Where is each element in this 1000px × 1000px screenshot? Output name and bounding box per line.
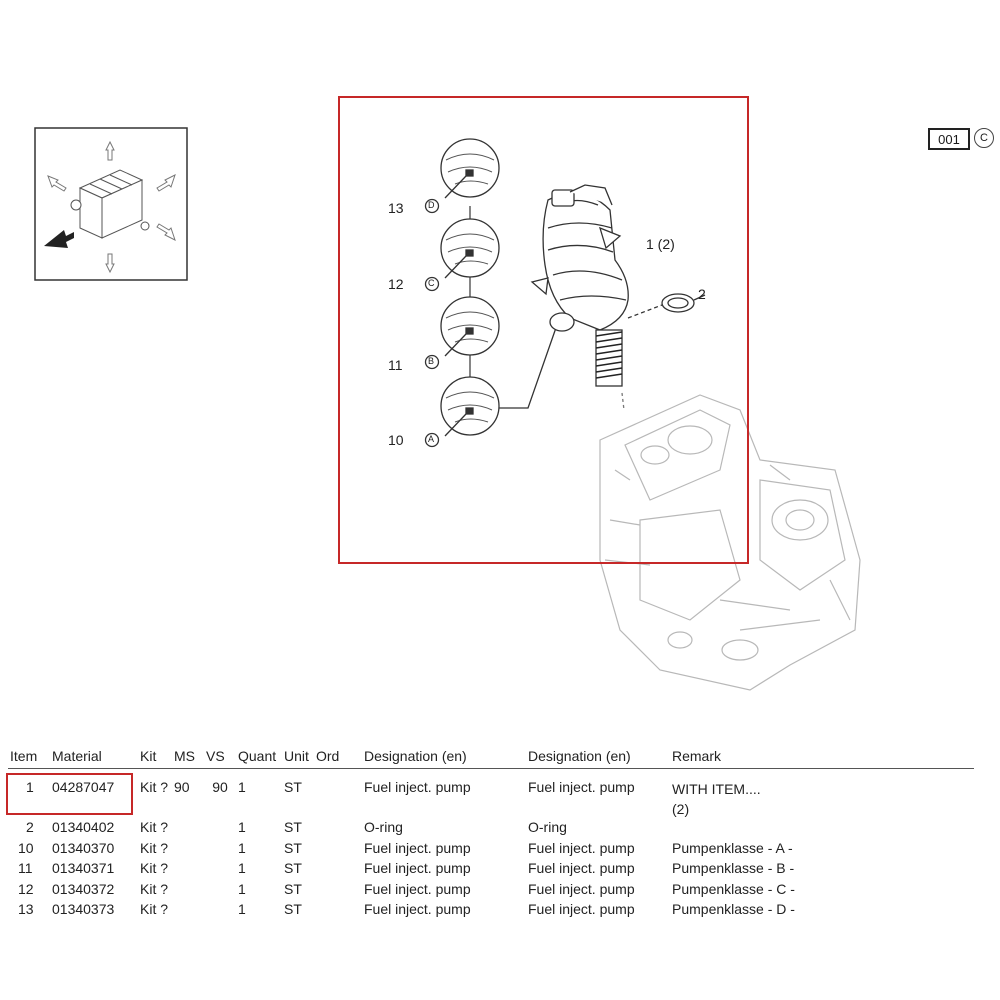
- table-header-row: [8, 744, 974, 769]
- orientation-thumbnail: [35, 128, 187, 280]
- cell-designation2: Fuel inject. pump: [528, 779, 635, 795]
- table-row[interactable]: [8, 840, 974, 861]
- cell-item: 1: [26, 779, 34, 795]
- cell-remark: Pumpenklasse - A -: [672, 839, 793, 856]
- cell-vs: [204, 819, 236, 840]
- cell-vs: 90: [212, 779, 228, 795]
- class-letter-d: D: [428, 200, 435, 210]
- cell-designation2: Fuel inject. pump: [528, 901, 635, 917]
- cell-ms: [172, 819, 204, 840]
- col-kit-header: Kit: [138, 744, 172, 769]
- cell-remark: [670, 819, 974, 840]
- cell-vs: [204, 860, 236, 881]
- col-item-header: Item: [8, 744, 50, 769]
- callout-1: 1 (2): [646, 236, 675, 252]
- col-designation2-header: Designation (en): [526, 744, 670, 769]
- cell-quant: 1: [238, 880, 246, 897]
- cell-material[interactable]: 01340372: [52, 880, 115, 897]
- cell-kit: Kit ?: [140, 880, 169, 897]
- cell-designation2: O-ring: [528, 819, 567, 835]
- class-letter-c: C: [428, 278, 435, 288]
- cell-ord: [314, 840, 362, 861]
- cell-vs: [204, 840, 236, 861]
- cell-vs: [204, 881, 236, 902]
- cell-unit: ST: [284, 860, 302, 876]
- cell-ord: [314, 860, 362, 881]
- engine-block-sketch: [600, 395, 860, 690]
- cell-remark: Pumpenklasse - B -: [672, 860, 795, 876]
- cell-designation1: Fuel inject. pump: [364, 901, 471, 917]
- class-letter-b: B: [428, 356, 435, 366]
- cell-ord: [314, 769, 362, 820]
- cell-material[interactable]: 01340371: [52, 860, 115, 876]
- parts-table: [8, 744, 974, 922]
- cell-quant: 1: [238, 779, 246, 795]
- table-row[interactable]: [8, 881, 974, 902]
- cell-designation2: Fuel inject. pump: [528, 839, 635, 856]
- cell-material[interactable]: 01340373: [52, 901, 115, 917]
- cell-ord: [314, 819, 362, 840]
- cell-ord: [314, 901, 362, 922]
- table-row[interactable]: [8, 819, 974, 840]
- cell-kit: Kit ?: [140, 779, 169, 795]
- col-quant-header: Quant: [236, 744, 282, 769]
- callout-10: 10: [388, 432, 404, 448]
- injection-pump-drawing: [532, 185, 705, 410]
- cell-quant: 1: [238, 901, 246, 917]
- cell-unit: ST: [284, 901, 302, 917]
- cell-ms: [172, 860, 204, 881]
- cell-quant: 1: [238, 839, 246, 856]
- col-ord-header: Ord: [314, 744, 362, 769]
- cell-designation1: Fuel inject. pump: [364, 880, 471, 897]
- remark-line-2: (2): [672, 801, 690, 817]
- cell-ord: [314, 881, 362, 902]
- table-row[interactable]: [8, 901, 974, 922]
- selection-highlight-frame: [339, 97, 748, 563]
- cell-designation1: O-ring: [364, 819, 403, 835]
- cell-unit: ST: [284, 779, 302, 795]
- callout-13: 13: [388, 200, 404, 216]
- col-ms-header: MS: [172, 744, 204, 769]
- cell-designation2: Fuel inject. pump: [528, 860, 635, 876]
- cell-material[interactable]: 01340370: [52, 839, 115, 856]
- cell-remark: Pumpenklasse - C -: [672, 880, 795, 897]
- cell-item: 11: [18, 860, 33, 876]
- col-vs-header: VS: [204, 744, 236, 769]
- col-material-header: Material: [50, 744, 138, 769]
- cell-ms: [172, 840, 204, 861]
- cell-item: 13: [18, 901, 34, 917]
- cell-designation1: Fuel inject. pump: [364, 779, 471, 795]
- cell-material[interactable]: 04287047: [52, 779, 115, 795]
- callout-12: 12: [388, 276, 404, 292]
- cell-designation1: Fuel inject. pump: [364, 839, 471, 856]
- col-designation1-header: Designation (en): [362, 744, 526, 769]
- remark-line-1: WITH ITEM....: [672, 781, 761, 797]
- cell-unit: ST: [284, 839, 302, 856]
- cell-remark: [670, 769, 974, 820]
- callout-11: 11: [388, 357, 403, 373]
- cell-remark: Pumpenklasse - D -: [672, 901, 795, 917]
- pump-class-circles: [426, 139, 559, 447]
- cell-quant: 1: [238, 860, 246, 876]
- cell-item: 10: [18, 839, 34, 856]
- cell-designation1: Fuel inject. pump: [364, 860, 471, 876]
- cell-kit: Kit ?: [140, 839, 169, 856]
- copyright-icon: C: [974, 128, 994, 148]
- cell-quant: 1: [238, 819, 246, 835]
- col-remark-header: Remark: [670, 744, 974, 769]
- col-unit-header: Unit: [282, 744, 314, 769]
- cell-ms: [172, 881, 204, 902]
- cell-ms: 90: [174, 779, 190, 795]
- cell-ms: [172, 901, 204, 922]
- cell-kit: Kit ?: [140, 860, 169, 876]
- cell-item: 2: [26, 819, 34, 835]
- cell-item: 12: [18, 880, 34, 897]
- cell-vs: [204, 901, 236, 922]
- cell-unit: ST: [284, 880, 302, 897]
- cell-kit: Kit ?: [140, 901, 169, 917]
- page-number-badge: 001: [928, 128, 970, 150]
- cell-unit: ST: [284, 819, 302, 835]
- cell-designation2: Fuel inject. pump: [528, 880, 635, 897]
- table-row[interactable]: [8, 769, 974, 820]
- class-letter-a: A: [428, 434, 435, 444]
- cell-material[interactable]: 01340402: [52, 819, 115, 835]
- cell-kit: Kit ?: [140, 819, 169, 835]
- callout-2: 2: [698, 286, 706, 302]
- table-row[interactable]: [8, 860, 974, 881]
